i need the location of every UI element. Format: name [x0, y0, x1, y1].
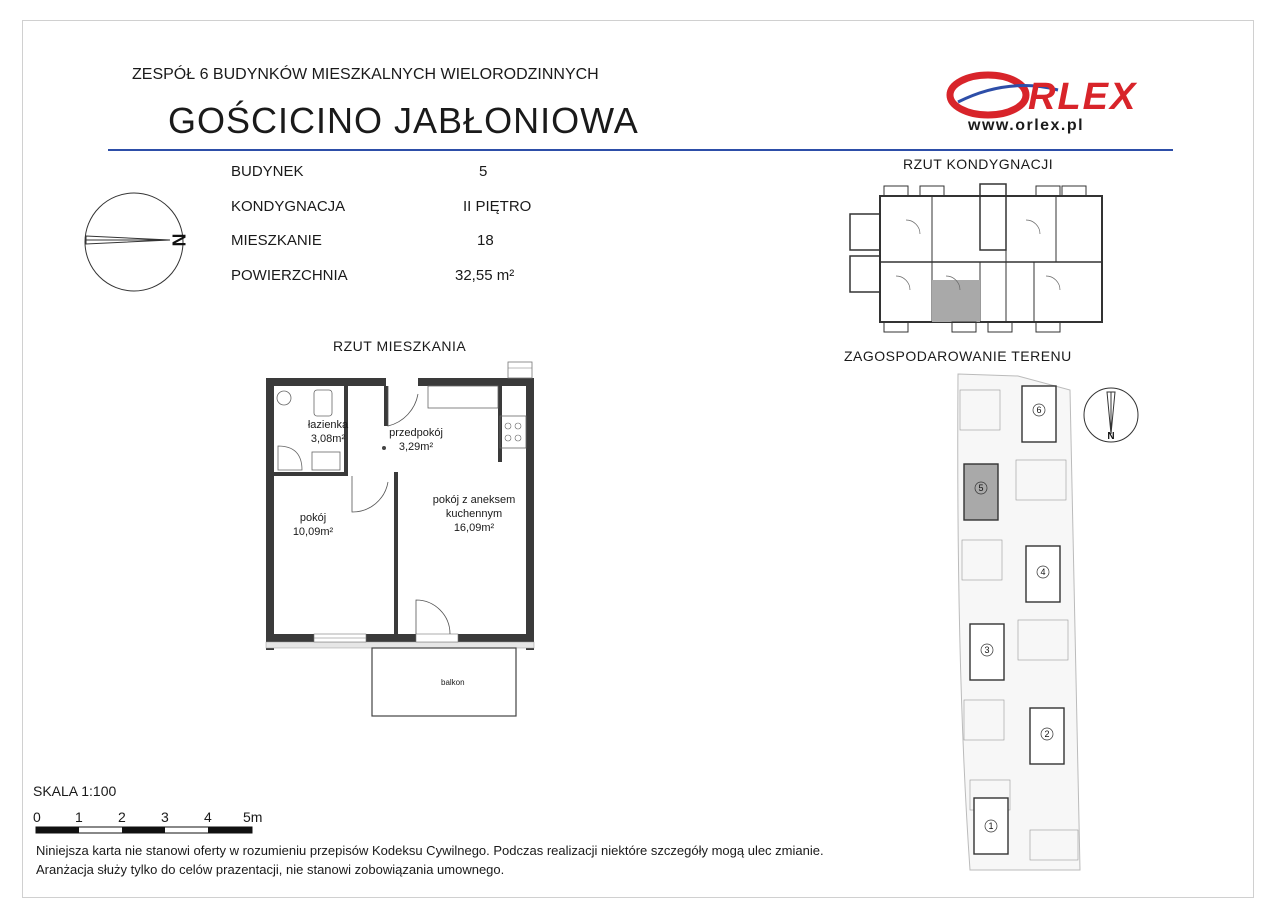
compass-n-label: N [168, 233, 189, 247]
site-building-5: 5 [978, 483, 984, 493]
info-value-budynek: 5 [479, 163, 488, 180]
room-name: przedpokój [389, 427, 443, 439]
room-area: 10,09m² [292, 526, 334, 538]
room-area: 3,08m² [310, 433, 346, 445]
site-building-1: 1 [988, 821, 994, 831]
room-name-line1: pokój z aneksem [432, 494, 516, 506]
orlex-logo [948, 72, 1178, 118]
floor-plan-drawing [846, 180, 1106, 336]
floor-plan-title: RZUT KONDYGNACJI [903, 156, 1054, 172]
scale-tick-0: 0 [33, 809, 41, 825]
site-plan-title: ZAGOSPODAROWANIE TERENU [844, 348, 1072, 364]
disclaimer-line-1: Niniejsza karta nie stanowi oferty w rozumieniu przepisów Kodeksu Cywilnego. Podczas realizacji niektóre szczegóły mogą ulec zmianie. [36, 843, 824, 858]
site-building-2: 2 [1044, 729, 1050, 739]
site-building-3: 3 [984, 645, 990, 655]
apartment-plan-title: RZUT MIESZKANIA [333, 338, 467, 354]
project-subtitle: ZESPÓŁ 6 BUDYNKÓW MIESZKALNYCH WIELORODZINNYCH [132, 66, 599, 83]
site-compass-icon [1082, 386, 1140, 444]
north-compass-icon [82, 190, 189, 294]
room-pokoj-aneks [424, 493, 524, 535]
info-value-kondygnacja: II PIĘTRO [463, 198, 532, 215]
scale-bar [36, 827, 256, 835]
scale-tick-5: 5m [243, 809, 263, 825]
info-label-kondygnacja: KONDYGNACJA [231, 198, 346, 215]
disclaimer-line-2: Aranżacja służy tylko do celów prazentacji, nie stanowi zobowiązania umownego. [36, 862, 505, 877]
info-label-budynek: BUDYNEK [231, 163, 304, 180]
info-label-powierzchnia: POWIERZCHNIA [231, 267, 348, 284]
room-name: łazienka [307, 419, 349, 431]
room-name-line2: kuchennym [445, 508, 503, 520]
room-pokoj [283, 511, 343, 539]
site-plan-drawing [940, 370, 1090, 880]
room-balkon: balkon [441, 678, 465, 687]
scale-tick-2: 2 [118, 809, 126, 825]
disclaimer [36, 841, 936, 879]
site-compass-n-label: N [1107, 431, 1115, 442]
website-link[interactable]: www.orlex.pl [968, 117, 1085, 134]
scale-label: SKALA 1:100 [33, 783, 117, 799]
room-przedpokoj [384, 426, 448, 454]
header-rule [108, 149, 1173, 151]
room-lazienka [298, 418, 358, 446]
room-area: 3,29m² [398, 441, 434, 453]
scale-tick-4: 4 [204, 809, 212, 825]
info-value-mieszkanie: 18 [477, 232, 494, 249]
info-value-powierzchnia: 32,55 m² [455, 267, 515, 284]
apartment-plan-drawing [262, 360, 538, 720]
scale-tick-1: 1 [75, 809, 83, 825]
room-name: pokój [299, 512, 327, 524]
site-building-6: 6 [1036, 405, 1042, 415]
room-area: 16,09m² [453, 522, 495, 534]
project-title: GOŚCICINO JABŁONIOWA [168, 100, 639, 141]
svg-text:RLEX: RLEX [1028, 76, 1138, 118]
scale-tick-3: 3 [161, 809, 169, 825]
site-building-4: 4 [1040, 567, 1046, 577]
info-label-mieszkanie: MIESZKANIE [231, 232, 322, 249]
